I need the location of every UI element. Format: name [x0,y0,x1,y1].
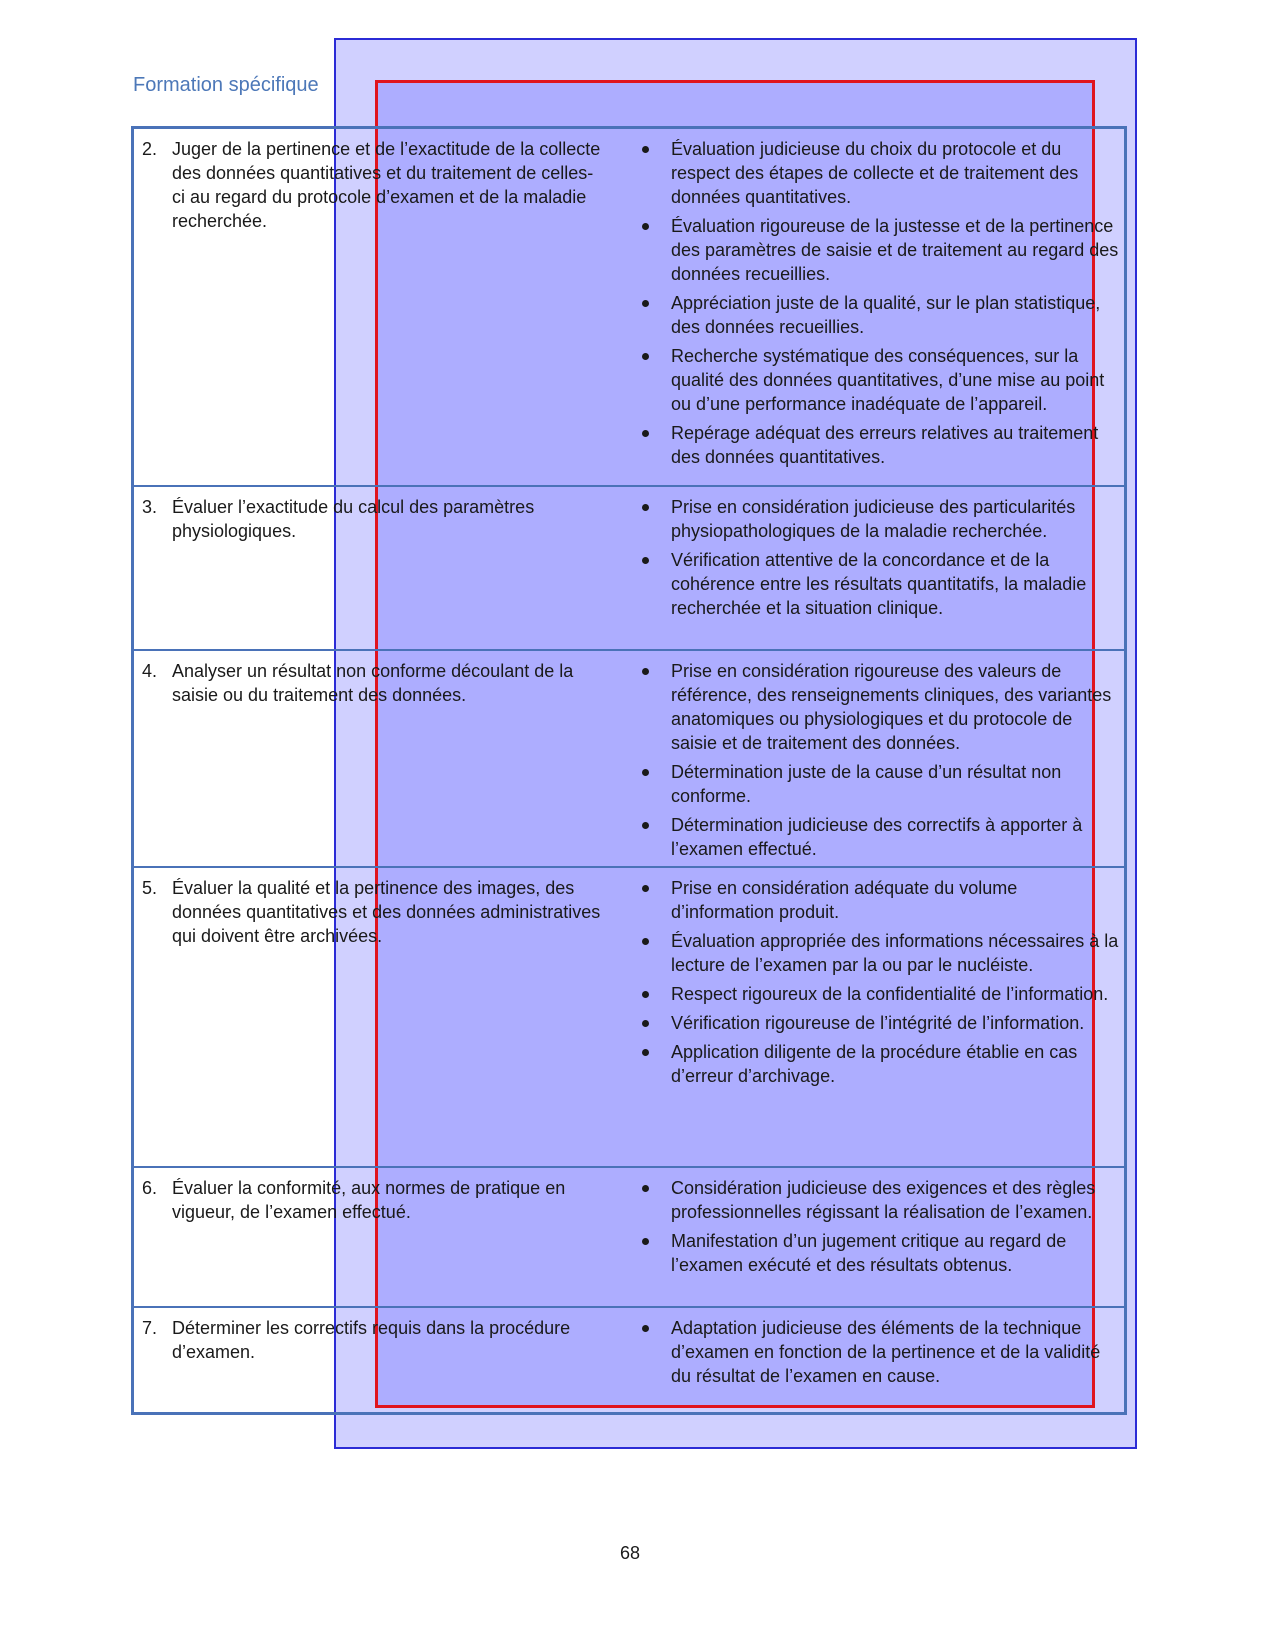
table-row [134,1166,1124,1306]
element-text: Évaluer la qualité et la pertinence des images, des données quantitatives et des données administratives qui doivent être archivées. [172,878,601,946]
criterion-text: Évaluation appropriée des informations nécessaires à la lecture de l’examen par la ou par le nucléiste. [671,931,1119,975]
page-number: 68 [620,1543,641,1563]
bullet-icon [642,1325,649,1332]
list-item [642,876,1122,924]
list-item [642,659,1122,755]
table-row [134,866,1124,1166]
criterion-text: Évaluation judicieuse du choix du protocole et du respect des étapes de collecte et de traitement des données quantitatives. [671,139,1079,207]
element-cell [142,876,602,948]
criterion-text: Recherche systématique des conséquences, sur la qualité des données quantitatives, d’une mise au point ou d’une performance inadéquate de l’appareil. [671,346,1105,414]
bullet-icon [642,991,649,998]
table-row [134,129,1124,485]
criterion-text: Adaptation judicieuse des éléments de la technique d’examen en fonction de la pertinence et de la validité du résultat de l’examen en cause. [671,1318,1101,1386]
list-item [642,548,1122,620]
bullet-icon [642,938,649,945]
bullet-icon [642,822,649,829]
element-text: Déterminer les correctifs requis dans la procédure d’examen. [172,1318,571,1362]
list-item [642,214,1122,286]
element-cell [142,495,602,543]
bullet-icon [642,430,649,437]
criterion-text: Appréciation juste de la qualité, sur le plan statistique, des données recueillies. [671,293,1101,337]
bullet-icon [642,769,649,776]
element-number: 7. [142,1318,158,1338]
table-row [134,649,1124,866]
element-text: Analyser un résultat non conforme découlant de la saisie ou du traitement des données. [172,661,574,705]
element-cell [142,1316,602,1364]
criterion-text: Manifestation d’un jugement critique au regard de l’examen exécuté et des résultats obtenus. [671,1231,1067,1275]
criterion-text: Prise en considération rigoureuse des valeurs de référence, des renseignements cliniques, des variantes anatomiques ou physiologiques et du protocole de saisie et de traitement des données. [671,661,1112,753]
bullet-icon [642,1049,649,1056]
element-number: 3. [142,497,158,517]
criteria-cell [642,1176,1122,1282]
criteria-cell [642,876,1122,1093]
bullet-icon [642,146,649,153]
element-number: 5. [142,878,158,898]
table-row [134,1306,1124,1412]
list-item [642,421,1122,469]
criterion-text: Prise en considération judicieuse des particularités physiopathologiques de la maladie recherchée. [671,497,1076,541]
list-item [642,760,1122,808]
list-item [642,495,1122,543]
bullet-icon [642,353,649,360]
list-item [642,929,1122,977]
element-number: 4. [142,661,158,681]
bullet-icon [642,1185,649,1192]
criterion-text: Vérification attentive de la concordance et de la cohérence entre les résultats quantitatifs, la maladie recherchée et la situation clinique. [671,550,1087,618]
list-item [642,1229,1122,1277]
criterion-text: Évaluation rigoureuse de la justesse et de la pertinence des paramètres de saisie et de traitement au regard des données recueillies. [671,216,1119,284]
criteria-cell [642,1316,1122,1393]
list-item [642,1316,1122,1388]
element-cell [142,137,602,233]
bullet-icon [642,668,649,675]
criteria-cell [642,659,1122,866]
bullet-icon [642,223,649,230]
list-item [642,344,1122,416]
section-title: Formation spécifique [133,74,319,96]
element-text: Évaluer la conformité, aux normes de pratique en vigueur, de l’examen effectué. [172,1178,566,1222]
bullet-icon [642,557,649,564]
criterion-text: Prise en considération adéquate du volume d’information produit. [671,878,1018,922]
bullet-icon [642,1020,649,1027]
list-item [642,982,1122,1006]
criterion-text: Détermination juste de la cause d’un résultat non conforme. [671,762,1062,806]
bullet-icon [642,504,649,511]
element-text: Juger de la pertinence et de l’exactitude de la collecte des données quantitatives et du traitement de celles-ci au regard du protocole d’examen et de la maladie recherchée. [172,139,601,231]
criterion-text: Respect rigoureux de la confidentialité de l’information. [671,984,1109,1004]
criterion-text: Considération judicieuse des exigences et des règles professionnelles régissant la réalisation de l’examen. [671,1178,1096,1222]
list-item [642,1040,1122,1088]
criterion-text: Vérification rigoureuse de l’intégrité de l’information. [671,1013,1085,1033]
list-item [642,291,1122,339]
element-cell [142,659,602,707]
element-cell [142,1176,602,1224]
bullet-icon [642,300,649,307]
element-text: Évaluer l’exactitude du calcul des paramètres physiologiques. [172,497,535,541]
criterion-text: Application diligente de la procédure établie en cas d’erreur d’archivage. [671,1042,1078,1086]
element-number: 2. [142,139,158,159]
criteria-table [131,126,1127,1415]
table-row [134,485,1124,649]
criteria-cell [642,495,1122,625]
criterion-text: Détermination judicieuse des correctifs à apporter à l’examen effectué. [671,815,1083,859]
element-number: 6. [142,1178,158,1198]
list-item [642,1176,1122,1224]
bullet-icon [642,885,649,892]
criterion-text: Repérage adéquat des erreurs relatives au traitement des données quantitatives. [671,423,1099,467]
list-item [642,813,1122,861]
list-item [642,137,1122,209]
list-item [642,1011,1122,1035]
criteria-cell [642,137,1122,474]
bullet-icon [642,1238,649,1245]
